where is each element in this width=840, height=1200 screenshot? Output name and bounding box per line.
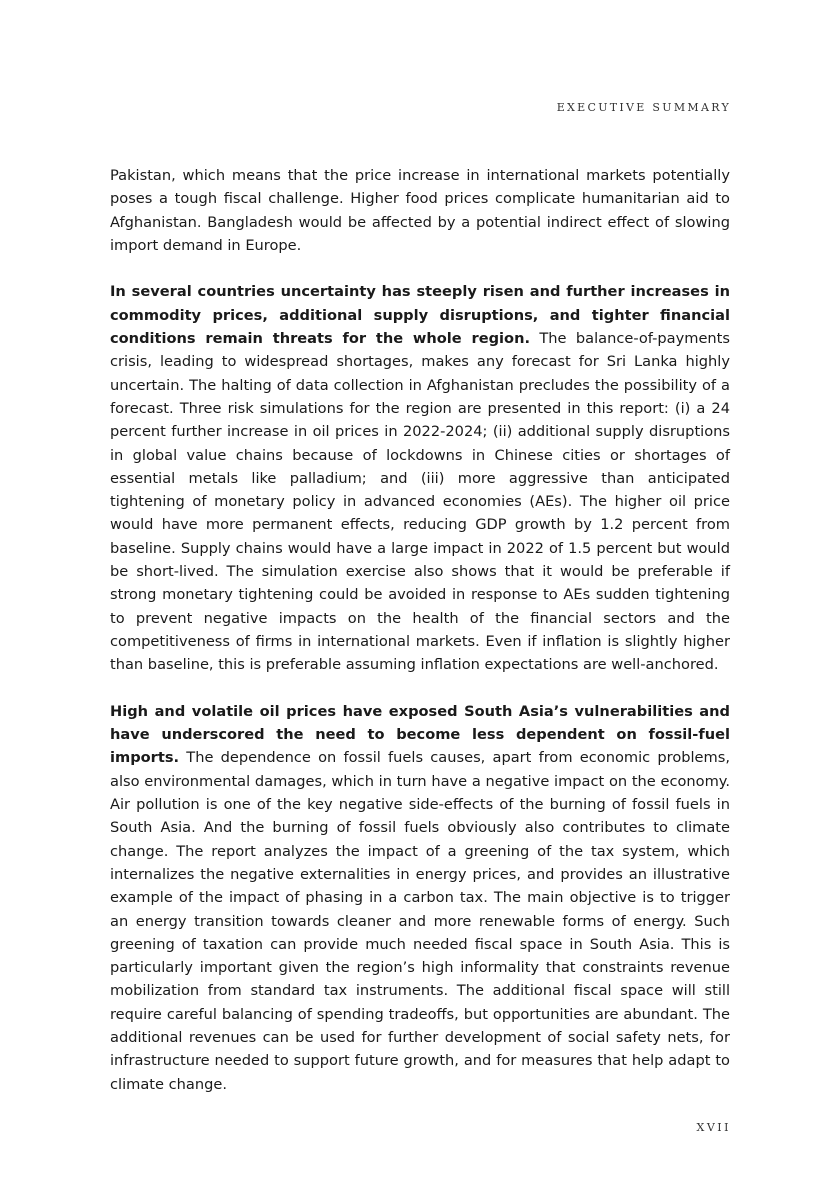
page-number: XVII bbox=[696, 1121, 731, 1134]
paragraph-text: The balance-of-payments crisis, leading to widespread shortages, makes any forecast for Sri Lanka highly uncertain. The halting of data collection in Afghanistan precludes the possibility of a forecast. Three risk simulations for the region are presented in this report: (i) a 24 percent further increase in oil prices in 2022-2024; (ii) additional supply disruptions in global value chains because of lockdowns in Chinese cities or shortages of essential metals like palladium; and (iii) more aggressive than anticipated tightening of monetary policy in advanced economies (AEs). The higher oil price would have more permanent effects, reducing GDP growth by 1.2 percent from baseline. Supply chains would have a large impact in 2022 of 1.5 percent but would be short-lived. The simulation exercise also shows that it would be preferable if strong monetary tightening could be avoided in response to AEs sudden tightening to prevent negative impacts on the health of the financial sectors and the competitiveness of firms in international markets. Even if inflation is slightly higher than baseline, this is preferable assuming inflation expectations are well-anchored. bbox=[110, 330, 731, 674]
paragraph-text: Pakistan, which means that the price increase in international markets potentially poses a tough fiscal challenge. Higher food prices complicate humanitarian aid to Afghanistan. Bangladesh would be affected by a potential indirect effect of slowing import demand in Europe. bbox=[110, 167, 730, 254]
paragraph-lead: In several countries uncertainty has steeply risen and further increases in commodity prices, additional supply disruptions, and tighter financial conditions remain threats for the whole region. bbox=[110, 283, 730, 348]
paragraph-continuation bbox=[110, 164, 730, 257]
paragraph-oil-prices bbox=[110, 700, 730, 1096]
paragraph-uncertainty bbox=[110, 280, 730, 676]
paragraph-lead: High and volatile oil prices have exposed South Asia’s vulnerabilities and have underscored the need to become less dependent on fossil-fuel imports. bbox=[110, 702, 730, 767]
paragraph-text: The dependence on fossil fuels causes, apart from economic problems, also environmental damages, which in turn have a negative impact on the economy. Air pollution is one of the key negative side-effects of the burning of fossil fuels in South Asia. And the burning of fossil fuels obviously also contributes to climate change. The report analyzes the impact of a greening of the tax system, which internalizes the negative externalities in energy prices, and provides an illustrative example of the impact of phasing in a carbon tax. The main objective is to trigger an energy transition towards cleaner and more renewable forms of energy. Such greening of taxation can provide much needed fiscal space in South Asia. This is particularly important given the region’s high informality that constraints revenue mobilization from standard tax instruments. The additional fiscal space will still require careful balancing of spending tradeoffs, but opportunities are abundant. The additional revenues can be used for further development of social safety nets, for infrastructure needed to support future growth, and for measures that help adapt to climate change. bbox=[110, 749, 730, 1093]
body-text bbox=[110, 164, 730, 1119]
running-header: EXECUTIVE SUMMARY bbox=[556, 101, 731, 114]
